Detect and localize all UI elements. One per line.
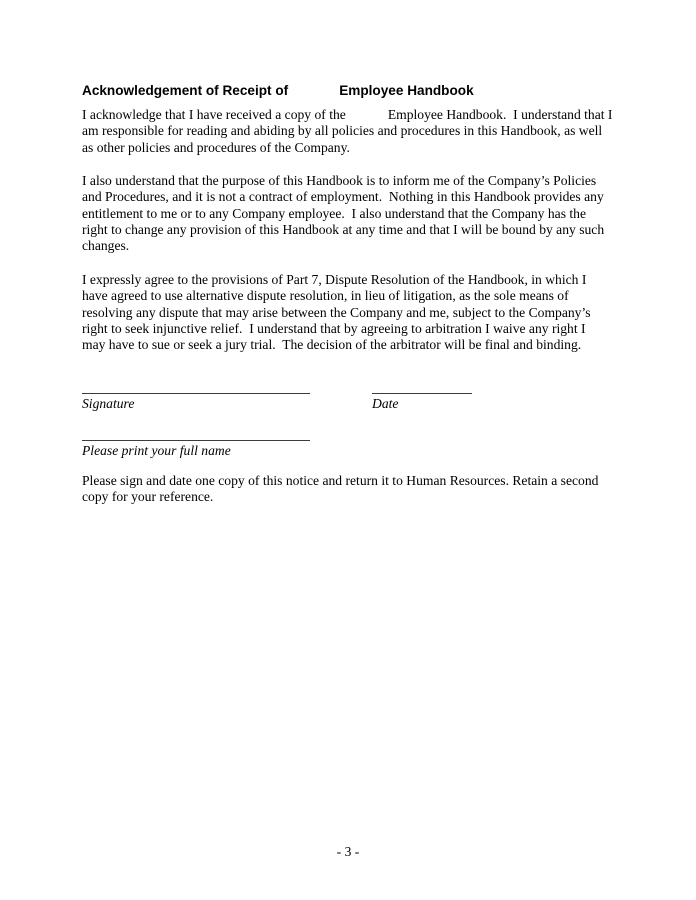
- paragraph-line: entitlement to me or to any Company employee. I also understand that the Company has the: [82, 205, 586, 221]
- paragraph-purpose: [82, 173, 627, 254]
- paragraph-line: right to seek injunctive relief. I understand that by agreeing to arbitration I waive any right I: [82, 320, 586, 336]
- date-label: Date: [372, 396, 399, 411]
- print-name-label: Please print your full name: [82, 443, 231, 458]
- paragraph-line: copy for your reference.: [82, 489, 214, 505]
- paragraph-text: Employee Handbook. I understand that I: [387, 107, 613, 122]
- paragraph-line: changes.: [82, 238, 130, 254]
- paragraph-line: have agreed to use alternative dispute resolution, in lieu of litigation, as the sole means of: [82, 288, 569, 304]
- print-name-line: [82, 440, 310, 441]
- paragraph-line: may have to sue or seek a jury trial. The decision of the arbitrator will be final and binding.: [82, 337, 582, 353]
- paragraph-line: and Procedures, and it is not a contract of employment. Nothing in this Handbook provides any: [82, 189, 604, 205]
- paragraph-line: [82, 107, 627, 123]
- paragraph-line: I expressly agree to the provisions of Part 7, Dispute Resolution of the Handbook, in which I: [82, 272, 587, 287]
- paragraph-line: Please sign and date one copy of this notice and return it to Human Resources. Retain a second: [82, 473, 599, 488]
- signature-label: Signature: [82, 396, 135, 411]
- paragraph-acknowledge: [82, 107, 627, 156]
- signature-line: [82, 393, 310, 394]
- date-line: [372, 393, 472, 394]
- paragraph-text: I acknowledge that I have received a copy of the: [82, 107, 346, 122]
- paragraph-line: right to change any provision of this Handbook at any time and that I will be bound by any such: [82, 221, 605, 237]
- paragraph-line: as other policies and procedures of the Company.: [82, 139, 350, 155]
- paragraph-line: I also understand that the purpose of this Handbook is to inform me of the Company’s Policies: [82, 173, 597, 188]
- page-number: - 3 -: [336, 844, 360, 859]
- document-title: [82, 83, 474, 98]
- company-name-blank: [288, 94, 339, 95]
- document-title-part1: Acknowledgement of Receipt of: [82, 83, 289, 98]
- company-name-blank: [346, 118, 388, 119]
- paragraph-line: resolving any dispute that may arise between the Company and me, subject to the Company’s: [82, 304, 591, 320]
- paragraph-line: am responsible for reading and abiding by all policies and procedures in this Handbook, as well: [82, 123, 603, 139]
- document-title-part2: Employee Handbook: [339, 83, 474, 98]
- paragraph-dispute-resolution: [82, 272, 627, 353]
- paragraph-instructions: [82, 473, 627, 506]
